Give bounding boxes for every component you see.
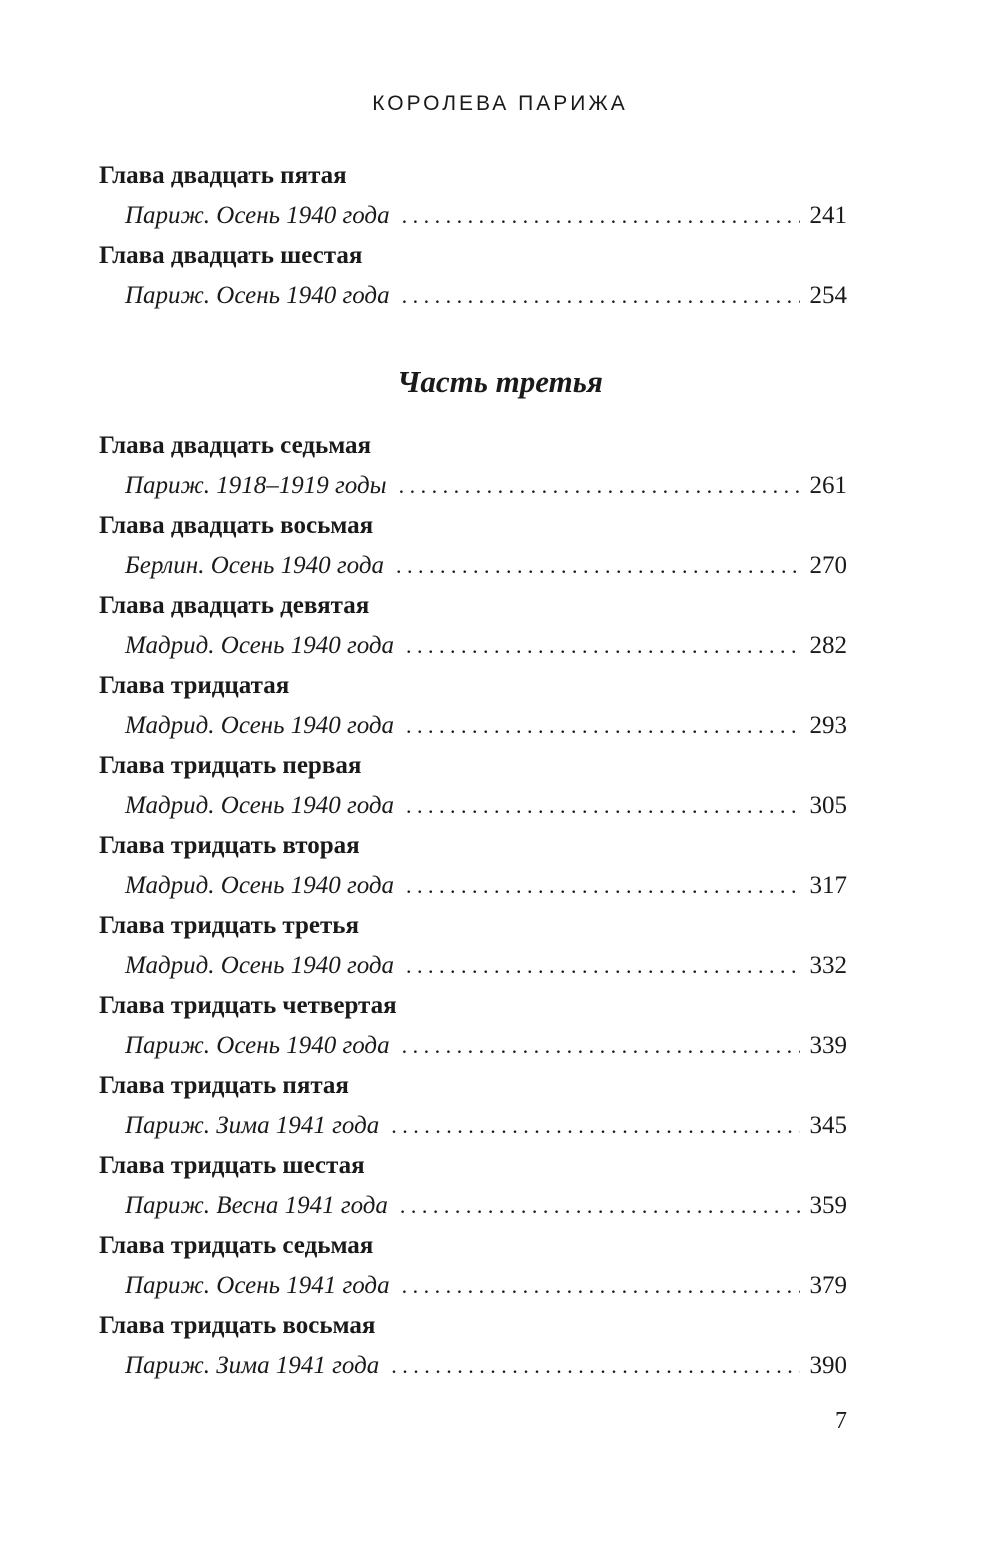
toc-chapter-title: Глава двадцать девятая — [99, 592, 370, 619]
toc-entry — [99, 196, 847, 236]
dot-leader — [402, 1266, 800, 1306]
toc-chapter-title: Глава тридцатая — [99, 672, 290, 699]
toc-entry-subtitle: Париж. Осень 1941 года — [125, 1272, 390, 1299]
dot-leader — [402, 196, 800, 236]
dot-leader — [402, 1026, 800, 1066]
toc-page-number: 241 — [809, 202, 847, 229]
running-head: КОРОЛЕВА ПАРИЖА — [372, 92, 628, 115]
toc-list-part3 — [99, 426, 847, 1386]
toc-chapter-title: Глава двадцать восьмая — [99, 512, 374, 539]
toc-entry — [99, 626, 847, 666]
toc-chapter-title: Глава тридцать вторая — [99, 832, 360, 859]
toc-entry — [99, 1346, 847, 1386]
part-title: Часть третья — [397, 364, 603, 399]
dot-leader — [402, 276, 800, 316]
toc-entry — [99, 546, 847, 586]
toc-entry — [99, 1266, 847, 1306]
toc-entry — [99, 466, 847, 506]
dot-leader — [406, 946, 799, 986]
toc-entry — [99, 946, 847, 986]
toc-entry-subtitle: Париж. Осень 1940 года — [125, 202, 390, 229]
toc-entry-subtitle: Париж. 1918–1919 годы — [125, 472, 387, 499]
toc-entry — [99, 866, 847, 906]
toc-chapter-title: Глава тридцать восьмая — [99, 1312, 376, 1339]
toc-entry — [99, 276, 847, 316]
toc-entry-subtitle: Мадрид. Осень 1940 года — [125, 712, 395, 739]
toc-chapter-title: Глава тридцать шестая — [99, 1152, 365, 1179]
dot-leader — [406, 786, 799, 826]
dot-leader — [399, 466, 800, 506]
toc-entry — [99, 1106, 847, 1146]
toc-entry-subtitle: Берлин. Осень 1940 года — [125, 552, 384, 579]
toc-entry-subtitle: Париж. Весна 1941 года — [125, 1192, 388, 1219]
toc-page-number: 261 — [809, 472, 847, 499]
toc-chapter-title: Глава двадцать шестая — [99, 242, 363, 269]
toc-page-number: 345 — [809, 1112, 847, 1139]
toc-chapter-title: Глава тридцать седьмая — [99, 1232, 374, 1259]
toc-entry-subtitle: Париж. Зима 1941 года — [125, 1352, 380, 1379]
toc-page-number: 359 — [809, 1192, 847, 1219]
toc-page-number: 332 — [809, 952, 847, 979]
toc-list-before — [99, 156, 847, 316]
page-number: 7 — [835, 1408, 847, 1434]
dot-leader — [406, 706, 799, 746]
toc-page-number: 339 — [809, 1032, 847, 1059]
toc-entry — [99, 1026, 847, 1066]
toc-entry-subtitle: Мадрид. Осень 1940 года — [125, 632, 395, 659]
toc-page-number: 379 — [809, 1272, 847, 1299]
toc-chapter-title: Глава двадцать седьмая — [99, 432, 372, 459]
toc-page-number: 317 — [809, 872, 847, 899]
dot-leader — [391, 1106, 799, 1146]
toc-entry — [99, 1186, 847, 1226]
dot-leader — [396, 546, 800, 586]
toc-page-number: 270 — [809, 552, 847, 579]
toc-chapter-title: Глава тридцать четвертая — [99, 992, 397, 1019]
toc-chapter-title: Глава тридцать третья — [99, 912, 360, 939]
toc-entry-subtitle: Париж. Зима 1941 года — [125, 1112, 380, 1139]
toc-entry — [99, 786, 847, 826]
toc-page-number: 254 — [809, 282, 847, 309]
toc-entry-subtitle: Мадрид. Осень 1940 года — [125, 792, 395, 819]
toc-chapter-title: Глава двадцать пятая — [99, 162, 347, 189]
toc-entry-subtitle: Париж. Осень 1940 года — [125, 1032, 390, 1059]
toc-page-number: 293 — [809, 712, 847, 739]
dot-leader — [406, 866, 799, 906]
dot-leader — [406, 626, 799, 666]
toc-chapter-title: Глава тридцать первая — [99, 752, 362, 779]
toc-entry-subtitle: Мадрид. Осень 1940 года — [125, 872, 395, 899]
toc-page-number: 282 — [809, 632, 847, 659]
toc-entry-subtitle: Мадрид. Осень 1940 года — [125, 952, 395, 979]
toc-chapter-title: Глава тридцать пятая — [99, 1072, 349, 1099]
toc-entry-subtitle: Париж. Осень 1940 года — [125, 282, 390, 309]
toc-page-number: 305 — [809, 792, 847, 819]
toc-entry — [99, 706, 847, 746]
dot-leader — [400, 1186, 800, 1226]
toc-page-number: 390 — [809, 1352, 847, 1379]
dot-leader — [391, 1346, 799, 1386]
